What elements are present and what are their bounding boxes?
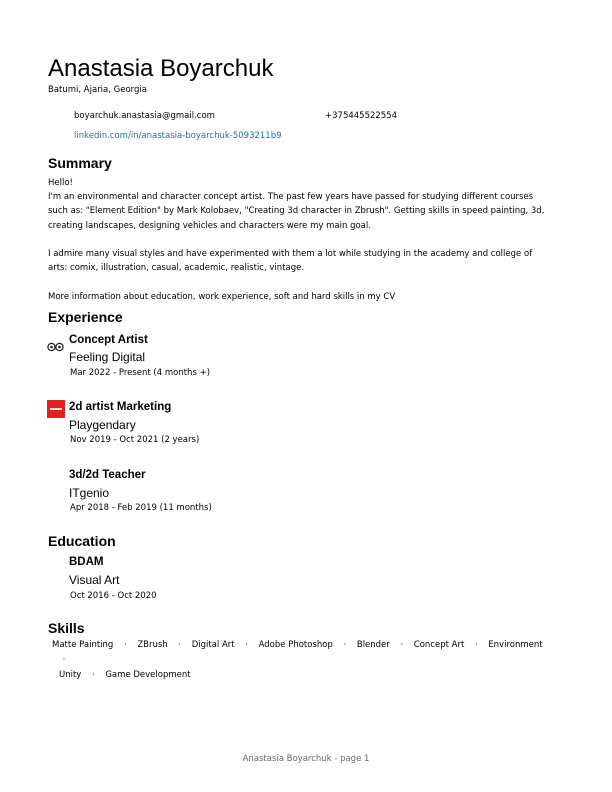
school-name: BDAM (69, 556, 104, 568)
separator-dot: · (343, 640, 347, 650)
education-dates: Oct 2016 - Oct 2020 (70, 591, 157, 601)
skills-list (52, 638, 562, 683)
experience-heading: Experience (48, 309, 123, 325)
owl-icon (47, 337, 64, 347)
skills-heading: Skills (48, 620, 85, 636)
summary-body (48, 176, 548, 304)
job-title: Concept Artist (69, 334, 148, 346)
job-dates: Apr 2018 - Feb 2019 (11 months) (70, 503, 212, 513)
linkedin-link[interactable]: linkedin.com/in/anastasia-boyarchuk-5093211b9 (74, 131, 282, 141)
education-heading: Education (48, 533, 116, 549)
skill-tag: Adobe Photoshop (258, 640, 333, 650)
skill-tag: Digital Art (191, 640, 235, 650)
separator-dot: · (91, 670, 95, 680)
summary-paragraph: I admire many visual styles and have experimented with them a lot while studying in the academy and college of arts: comix, illustration, casual, academic, realistic, vintage. (48, 249, 533, 274)
skill-tag: Blender (356, 640, 390, 650)
company-name: Playgendary (69, 418, 136, 432)
location: Batumi, Ajaria, Georgia (48, 85, 147, 95)
separator-dot: · (400, 640, 404, 650)
candidate-name: Anastasia Boyarchuk (48, 55, 274, 82)
summary-heading: Summary (48, 155, 112, 171)
separator-dot: · (245, 640, 248, 650)
skill-tag: ZBrush (137, 640, 168, 650)
job-dates: Nov 2019 - Oct 2021 (2 years) (70, 435, 200, 445)
summary-paragraph: More information about education, work experience, soft and hard skills in my CV (48, 291, 396, 302)
summary-paragraph: I'm an environmental and character concept artist. The past few years have passed for studying different courses such as: "Element Edition" by Mark Kolobaev, "Creating 3d character in Zbrush". Getting skills in speed painting, 3d, creating landscapes, designing vehicles and characters were my main goal. (48, 192, 545, 231)
skill-tag: Concept Art (413, 640, 465, 650)
separator-dot: · (62, 655, 66, 665)
separator-dot: · (474, 640, 478, 650)
job-title: 3d/2d Teacher (69, 469, 146, 481)
separator-dot: · (178, 640, 182, 650)
company-name: Feeling Digital (69, 350, 146, 364)
job-title: 2d artist Marketing (69, 401, 172, 413)
summary-greeting: Hello! (48, 178, 73, 188)
email-address[interactable]: boyarchuk.anastasia@gmail.com (74, 111, 215, 121)
degree-name: Visual Art (69, 573, 120, 587)
skill-tag: Matte Painting (52, 640, 114, 650)
skill-tag: Environment (488, 640, 543, 650)
company-name: ITgenio (69, 486, 110, 500)
playgendary-logo-icon (47, 400, 65, 418)
skill-tag: Game Development (105, 670, 191, 680)
separator-dot: · (123, 640, 127, 650)
job-dates: Mar 2022 - Present (4 months +) (70, 368, 211, 378)
phone-number: +375445522554 (325, 111, 398, 121)
page-footer: Anastasia Boyarchuk - page 1 (242, 754, 370, 764)
skill-tag: Unity (59, 670, 82, 680)
